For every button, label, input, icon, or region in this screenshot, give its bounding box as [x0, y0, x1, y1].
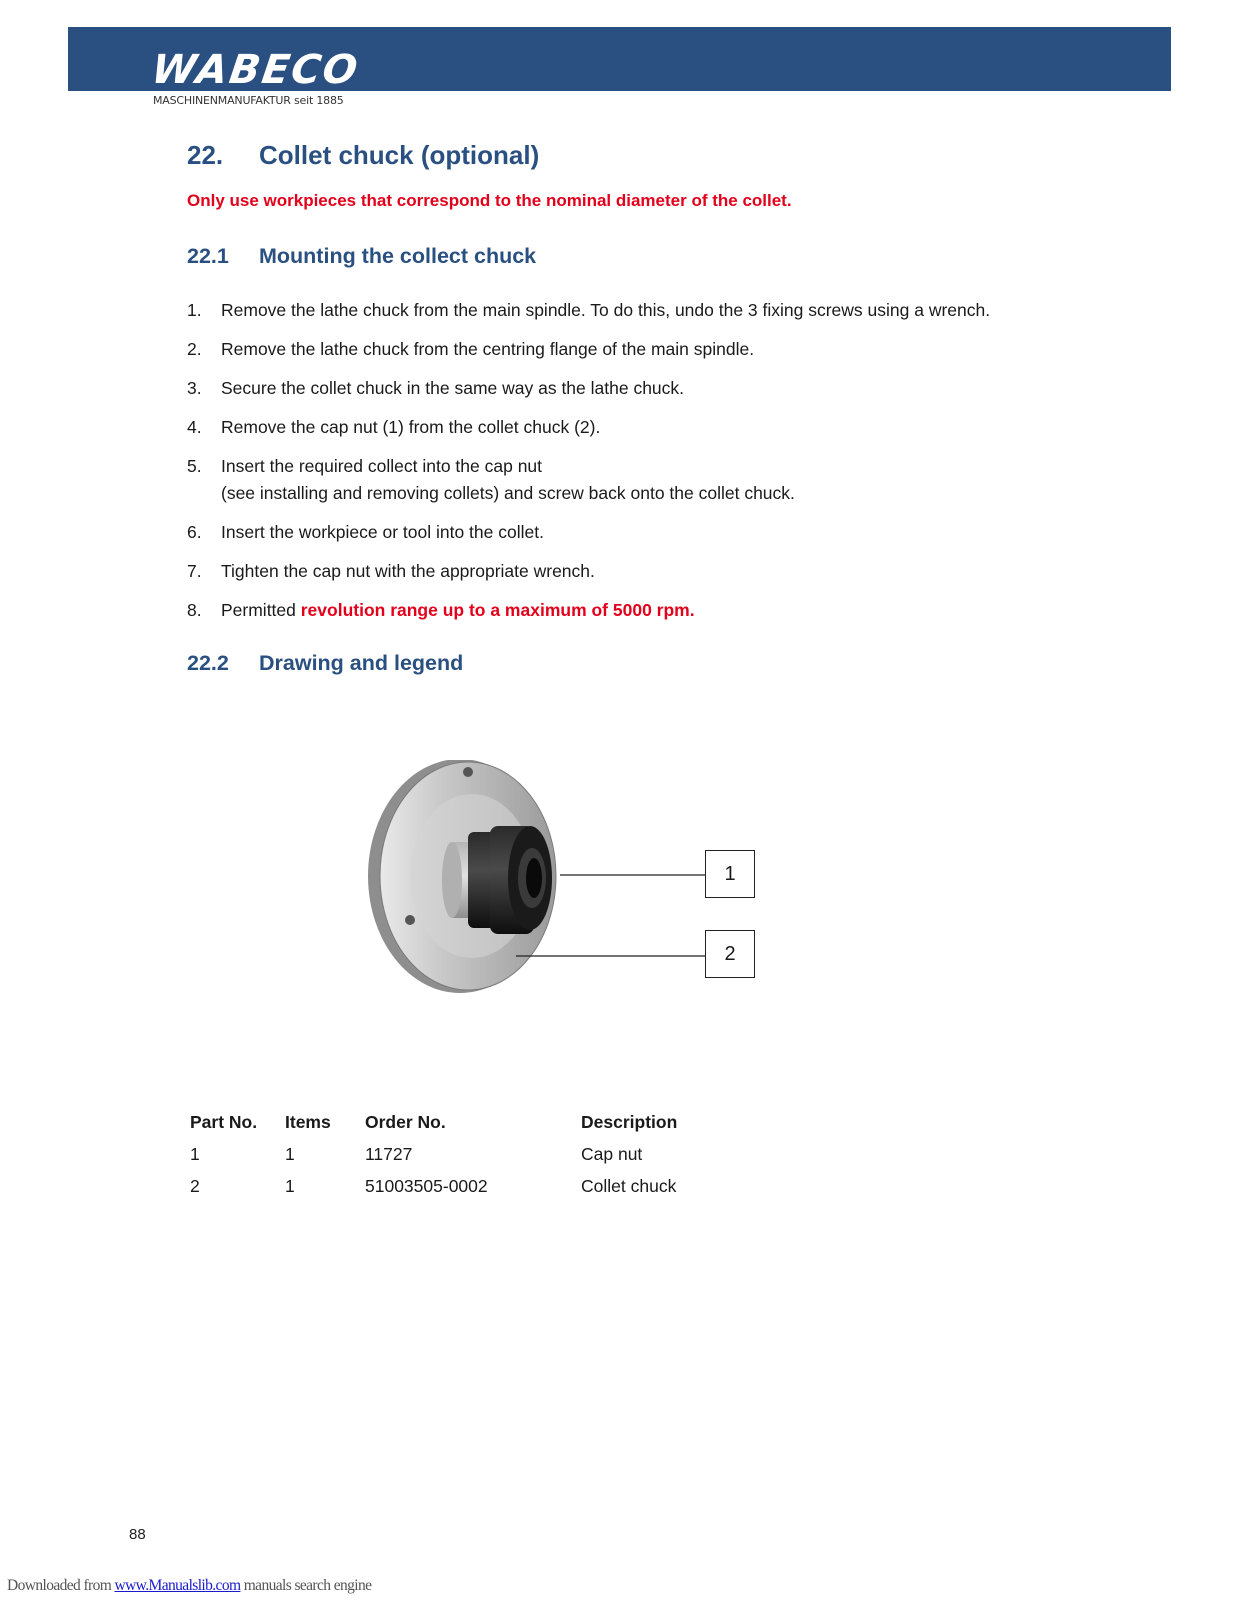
page-number: 88: [129, 1526, 146, 1543]
collet-chuck-drawing: [360, 760, 780, 1015]
step-text-line-1: Insert the required collect into the cap nut: [221, 456, 543, 476]
cell-items: 1: [285, 1144, 295, 1164]
step-number: 8.: [187, 600, 202, 620]
section-title: Collet chuck (optional): [259, 140, 540, 170]
cell-items: 1: [285, 1176, 295, 1196]
list-item: [187, 375, 1147, 402]
manualslib-link[interactable]: www.Manualslib.com: [114, 1577, 241, 1594]
list-item: [187, 297, 1147, 324]
cell-order-no: 51003505-0002: [365, 1176, 488, 1196]
section-heading: [187, 140, 539, 171]
cell-description: Collet chuck: [581, 1176, 677, 1196]
subsection-heading-drawing: [187, 651, 463, 676]
header-items: Items: [285, 1112, 331, 1132]
list-item: [187, 597, 1147, 624]
step-number: 6.: [187, 522, 202, 542]
header-part-no: Part No.: [190, 1112, 258, 1132]
warning-text: Only use workpieces that correspond to the nominal diameter of the collet.: [187, 191, 792, 210]
cell-order-no: 11727: [365, 1144, 413, 1164]
list-item: [187, 519, 1147, 546]
step-text: Remove the lathe chuck from the main spindle. To do this, undo the 3 fixing screws using a wrench.: [221, 300, 991, 320]
download-footer: [7, 1577, 371, 1595]
step-text: [221, 453, 795, 507]
subsection-number: 22.2: [187, 651, 229, 675]
wabeco-logo: WABECO: [148, 47, 363, 93]
list-item: [187, 414, 1147, 441]
step-text-line-2: (see installing and removing collets) and screw back onto the collet chuck.: [221, 483, 795, 503]
step-text: Tighten the cap nut with the appropriate wrench.: [221, 561, 595, 581]
step-number: 3.: [187, 378, 202, 398]
step-text: Remove the cap nut (1) from the collet chuck (2).: [221, 417, 601, 437]
subsection-title: Drawing and legend: [259, 651, 464, 675]
step-text-plain: Permitted: [221, 600, 301, 620]
parts-table: [190, 1112, 741, 1208]
subsection-heading-mounting: [187, 244, 536, 269]
callout-1: 1: [705, 850, 755, 898]
step-text: [221, 597, 695, 624]
step-number: 1.: [187, 300, 202, 320]
cell-description: Cap nut: [581, 1144, 643, 1164]
table-row: [190, 1176, 741, 1208]
callout-2: 2: [705, 930, 755, 978]
step-number: 5.: [187, 456, 202, 476]
step-text: Remove the lathe chuck from the centring flange of the main spindle.: [221, 339, 755, 359]
header-description: Description: [581, 1112, 678, 1132]
list-item: [187, 336, 1147, 363]
footer-suffix: manuals search engine: [240, 1577, 372, 1594]
cell-part-no: 2: [190, 1176, 200, 1196]
list-item: [187, 453, 1147, 507]
table-header-row: [190, 1112, 741, 1144]
step-number: 2.: [187, 339, 202, 359]
step-text: Insert the workpiece or tool into the collet.: [221, 522, 544, 542]
logo-tagline: MASCHINENMANUFAKTUR seit 1885: [153, 94, 344, 107]
footer-prefix: Downloaded from: [7, 1577, 115, 1594]
section-number: 22.: [187, 140, 224, 170]
subsection-title: Mounting the collect chuck: [259, 244, 537, 268]
list-item: [187, 558, 1147, 585]
cell-part-no: 1: [190, 1144, 200, 1164]
step-number: 4.: [187, 417, 202, 437]
table-row: [190, 1144, 741, 1176]
step-number: 7.: [187, 561, 202, 581]
step-text: Secure the collet chuck in the same way as the lathe chuck.: [221, 378, 685, 398]
mounting-steps-list: [187, 297, 1147, 636]
header-order-no: Order No.: [365, 1112, 446, 1132]
rpm-warning-text: revolution range up to a maximum of 5000 rpm.: [300, 600, 695, 620]
subsection-number: 22.1: [187, 244, 229, 268]
